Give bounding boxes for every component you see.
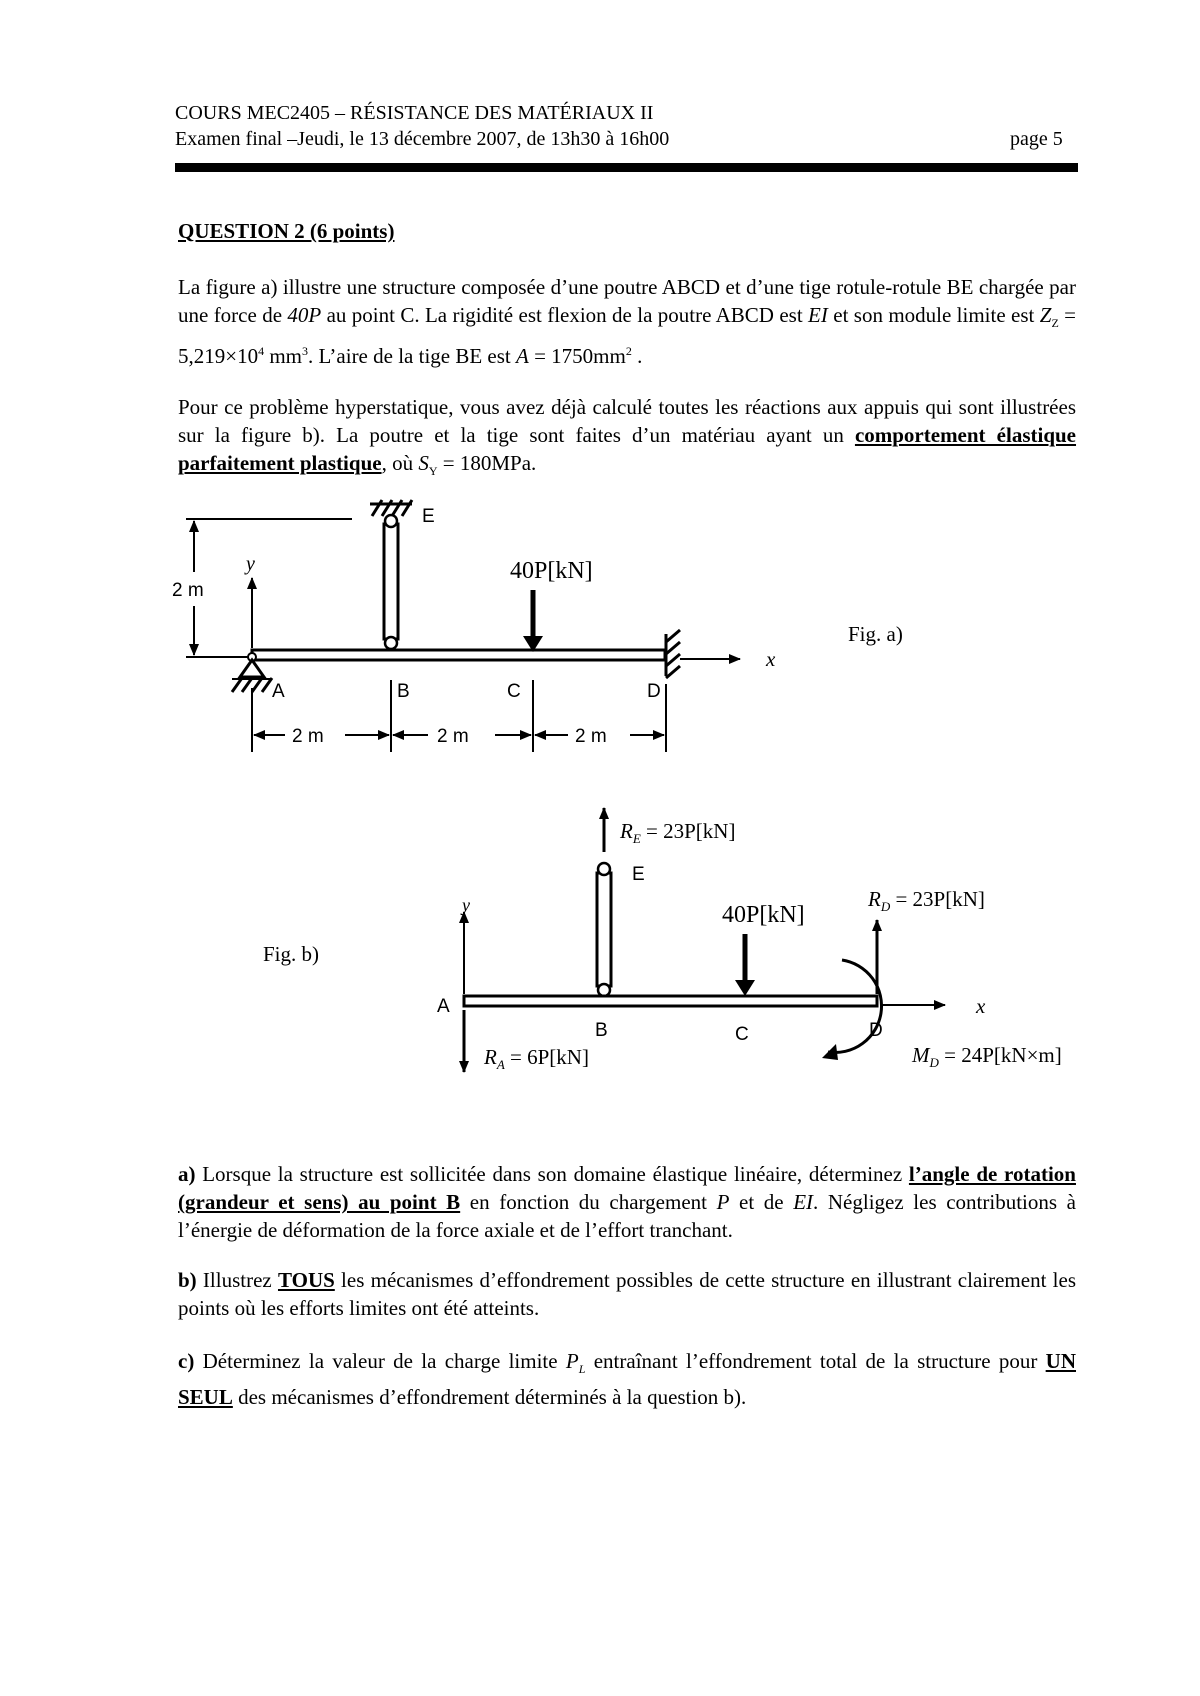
- course-title: COURS MEC2405 – RÉSISTANCE DES MATÉRIAUX II: [175, 102, 654, 124]
- fig-a-point-b: B: [397, 681, 410, 702]
- fig-b-point-c: C: [735, 1024, 749, 1045]
- fig-b: [263, 808, 1062, 1072]
- fig-b-point-e: E: [632, 864, 645, 885]
- fig-b-point-a: A: [437, 996, 450, 1017]
- fig-a-rod-be: [384, 524, 398, 639]
- page-number: page 5: [1010, 128, 1063, 150]
- fig-b-load-arrow: [735, 980, 755, 996]
- fig-a-pin-support: [240, 660, 264, 677]
- fig-a-axis-y: y: [246, 553, 255, 575]
- fig-a-span-cd: 2 m: [575, 726, 607, 747]
- fig-a-height-label: 2 m: [172, 580, 204, 601]
- fig-a-point-c: C: [507, 681, 521, 702]
- fig-b-md-label: $M_D = 24P[kN\times m]$: [912, 1043, 1062, 1070]
- fig-a-pin-b: [385, 637, 397, 649]
- fig-a-point-e: E: [422, 506, 435, 527]
- fig-a-pin-e: [385, 515, 397, 527]
- fig-b-beam: [464, 996, 877, 1006]
- fig-b-load-label: 40P[kN]: [722, 902, 805, 928]
- intro-paragraph: La figure a) illustre une structure composée d’une poutre ABCD et d’une tige rotule-rotule BE chargée par une force de 40P au point C. La rigidité est flexion de la poutre ABCD est EI et son module limite est $Z_Z = 5,219\times 10^4$ $mm^3$. L’aire de la tige BE est $A = 1750mm^2$ .: [178, 275, 1076, 369]
- fig-a-beam: [252, 650, 665, 660]
- fig-a-load-label: 40P[kN]: [510, 558, 593, 584]
- task-a: a) Lorsque la structure est sollicitée dans son domaine élastique linéaire, déterminez l’angle de rotation (grandeur et sens) au point B en fonction du chargement P et de EI. Négligez les contributions à l’énergie de déformation de la force axiale et de l’effort tranchant.: [178, 1162, 1076, 1242]
- fig-a-point-a: A: [272, 681, 285, 702]
- material-paragraph: Pour ce problème hyperstatique, vous avez déjà calculé toutes les réactions aux appuis qui sont illustrées sur la figure b). La poutre et la tige sont faites d’un matériau ayant un comportement élastique parfaitement plastique, où $S_Y = 180MPa$.: [178, 395, 1077, 479]
- fig-a-span-bc: 2 m: [437, 726, 469, 747]
- task-b: b) Illustrez TOUS les mécanismes d’effondrement possibles de cette structure en illustrant clairement les points où les efforts limites ont été atteints.: [178, 1268, 1076, 1320]
- fig-b-re-label: $R_E = 23P[kN]$: [620, 819, 736, 846]
- fig-b-ra-label: $R_A = 6P[kN]$: [484, 1045, 589, 1072]
- fig-a: [172, 500, 903, 752]
- fig-a-label: Fig. a): [848, 622, 903, 646]
- fig-b-axis-y: y: [462, 895, 470, 915]
- fig-a-span-ab: 2 m: [292, 726, 324, 747]
- exam-info: Examen final –Jeudi, le 13 décembre 2007, de 13h30 à 16h00: [175, 128, 670, 150]
- fig-b-pin-e: [598, 863, 610, 875]
- fig-a-point-d: D: [647, 681, 661, 702]
- task-c: c) Déterminez la valeur de la charge limite $P_L$ entraînant l’effondrement total de la structure pour UN SEUL des mécanismes d’effondrement déterminés à la question b).: [178, 1349, 1076, 1410]
- fig-b-rd-label: $R_D = 23P[kN]$: [868, 887, 985, 914]
- fig-a-axis-x: x: [766, 647, 776, 671]
- fig-b-point-d: D: [869, 1020, 883, 1041]
- question-title: QUESTION 2 (6 points): [178, 219, 395, 243]
- fig-b-axis-x: x: [976, 994, 986, 1018]
- fig-b-pin-b: [598, 984, 610, 996]
- fig-b-label: Fig. b): [263, 942, 320, 966]
- fig-b-point-b: B: [595, 1020, 608, 1041]
- fig-b-rod-be: [597, 873, 611, 986]
